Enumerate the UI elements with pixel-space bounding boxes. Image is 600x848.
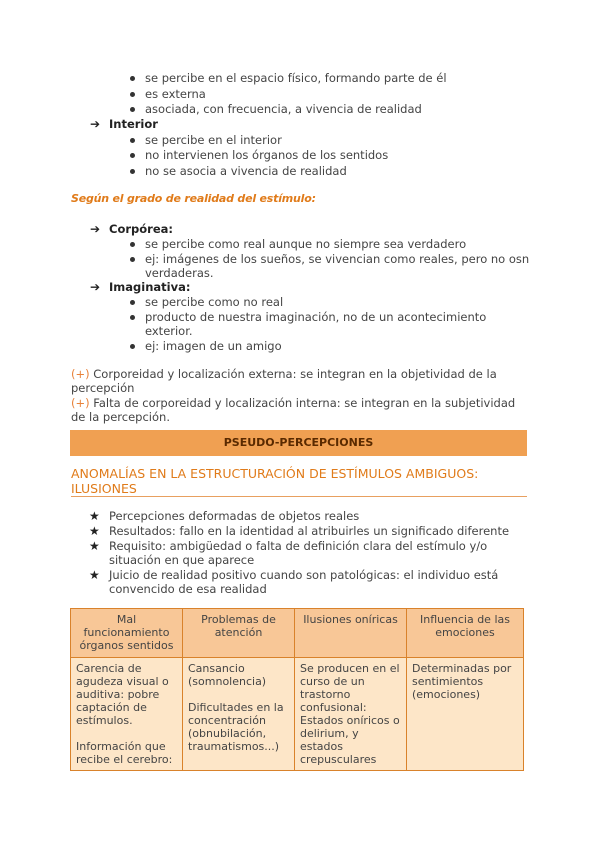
- star-item-2: Resultados: fallo en la identidad al atribuirles un significado diferente: [109, 524, 510, 538]
- bullet-icon: [130, 315, 135, 320]
- ilusiones-table: [70, 608, 524, 771]
- table-cell: [407, 658, 524, 771]
- table-row: [71, 658, 524, 771]
- table-header-cell: Mal funcionamiento órganos sentidos: [71, 609, 183, 658]
- star-item-1: Percepciones deformadas de objetos reales: [109, 509, 360, 523]
- cell-paragraph: Información que recibe el cerebro:: [76, 740, 173, 766]
- imaginativa-bullet-2-cont: exterior.: [145, 324, 193, 338]
- bullet-icon: [130, 138, 135, 143]
- exterior-bullet-1: se percibe en el espacio físico, formando parte de él: [145, 71, 447, 85]
- note-2-text: Falta de corporeidad y localización interna: se integran en la subjetividad: [89, 396, 516, 410]
- banner-title: PSEUDO-PERCEPCIONES: [223, 436, 374, 449]
- note-1-text: Corporeidad y localización externa: se integran en la objetividad de la: [89, 367, 497, 381]
- star-item-3-cont: situación en que aparece: [109, 553, 255, 567]
- cell-paragraph: Se producen en el curso de un trastorno confusional: Estados oníricos o delirium, y estados crepusculares: [300, 662, 400, 766]
- note-1: [71, 367, 497, 381]
- imaginativa-bullet-1: se percibe como no real: [145, 295, 284, 309]
- star-icon: ★: [89, 524, 100, 538]
- corporea-label: Corpórea:: [109, 222, 173, 236]
- plus-symbol: (+): [71, 367, 90, 381]
- plus-symbol: (+): [71, 396, 90, 410]
- interior-bullet-3: no se asocia a vivencia de realidad: [145, 164, 347, 178]
- interior-bullet-1: se percibe en el interior: [145, 133, 282, 147]
- star-item-4: Juicio de realidad positivo cuando son patológicas: el individuo está: [109, 568, 499, 582]
- imaginativa-bullet-2: producto de nuestra imaginación, no de un acontecimiento: [145, 310, 487, 324]
- star-icon: ★: [89, 509, 100, 523]
- arrow-icon: ➔: [90, 280, 101, 294]
- star-icon: ★: [89, 539, 100, 553]
- table-cell: [71, 658, 183, 771]
- corporea-bullet-1: se percibe como real aunque no siempre sea verdadero: [145, 237, 467, 251]
- bullet-icon: [130, 169, 135, 174]
- section-title-line1: ANOMALÍAS EN LA ESTRUCTURACIÓN DE ESTÍMULOS AMBIGUOS:: [71, 466, 479, 481]
- interior-label: Interior: [109, 117, 158, 131]
- corporea-bullet-2-cont: verdaderas.: [145, 266, 214, 280]
- corporea-bullet-2: ej: imágenes de los sueños, se vivencian como reales, pero no osn: [145, 252, 530, 266]
- section-divider: [71, 496, 527, 497]
- cell-paragraph: Dificultades en la concentración (obnubilación, traumatismos...): [188, 701, 284, 753]
- table-header-cell: Problemas de atención: [183, 609, 295, 658]
- imaginativa-label: Imaginativa:: [109, 280, 191, 294]
- star-item-3: Requisito: ambigüedad o falta de definición clara del estímulo y/o: [109, 539, 488, 553]
- cell-paragraph: Determinadas por sentimientos (emociones): [412, 662, 512, 701]
- exterior-bullet-2: es externa: [145, 87, 206, 101]
- star-item-4-cont: convencido de esa realidad: [109, 582, 267, 596]
- note-2-cont: de la percepción.: [71, 410, 170, 424]
- note-2: [71, 396, 515, 410]
- arrow-icon: ➔: [90, 222, 101, 236]
- bullet-icon: [130, 92, 135, 97]
- section-title-line2: ILUSIONES: [71, 481, 137, 496]
- bullet-icon: [130, 242, 135, 247]
- cell-paragraph: Carencia de agudeza visual o auditiva: pobre captación de estímulos.: [76, 662, 169, 727]
- table-header-cell: Influencia de las emociones: [407, 609, 524, 658]
- interior-bullet-2: no intervienen los órganos de los sentidos: [145, 148, 389, 162]
- star-icon: ★: [89, 568, 100, 582]
- bullet-icon: [130, 300, 135, 305]
- table-cell: [295, 658, 407, 771]
- cell-paragraph: Cansancio (somnolencia): [188, 662, 267, 688]
- table-header-row: [71, 609, 524, 658]
- table-cell: [183, 658, 295, 771]
- bullet-icon: [130, 257, 135, 262]
- bullet-icon: [130, 76, 135, 81]
- grado-heading: Según el grado de realidad del estímulo:: [71, 192, 316, 205]
- table-header-cell: Ilusiones oníricas: [295, 609, 407, 658]
- exterior-bullet-3: asociada, con frecuencia, a vivencia de realidad: [145, 102, 422, 116]
- bullet-icon: [130, 107, 135, 112]
- note-1-cont: percepción: [71, 381, 135, 395]
- arrow-icon: ➔: [90, 117, 101, 131]
- section-banner: [70, 430, 527, 456]
- bullet-icon: [130, 344, 135, 349]
- bullet-icon: [130, 153, 135, 158]
- imaginativa-bullet-3: ej: imagen de un amigo: [145, 339, 282, 353]
